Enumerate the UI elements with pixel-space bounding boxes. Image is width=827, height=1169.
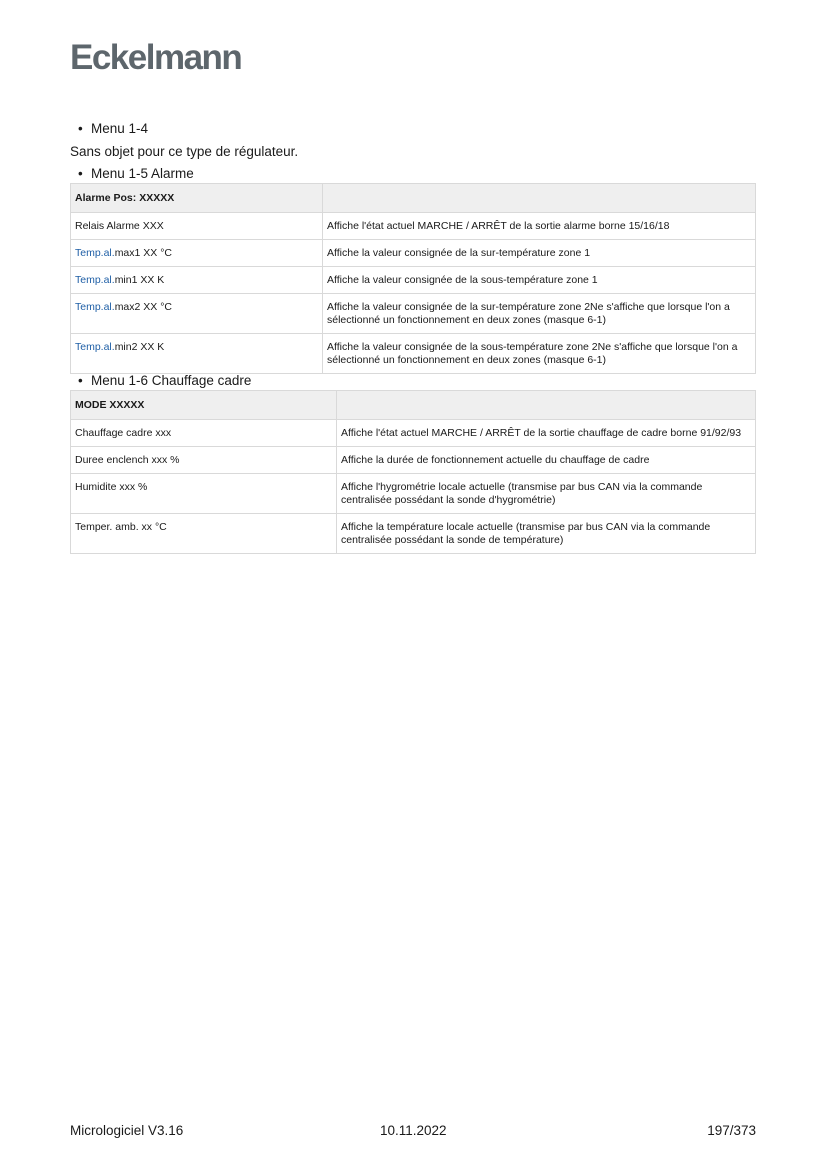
bullet-dot: •	[78, 373, 83, 388]
table-header-cell	[337, 391, 756, 420]
bullet-menu-1-6	[78, 373, 251, 389]
desc-cell: Affiche la valeur consignée de la sur-température zone 1	[323, 240, 756, 267]
bullet-dot: •	[78, 166, 83, 181]
desc-cell: Affiche l'état actuel MARCHE / ARRÊT de la sortie alarme borne 15/16/18	[323, 213, 756, 240]
desc-cell: Affiche la valeur consignée de la sous-température zone 2Ne s'affiche que lorsque l'on a sélectionné un fonctionnement en deux zones (masque 6-1)	[323, 334, 756, 374]
temp-al-link[interactable]: Temp.al.	[75, 274, 115, 286]
bullet-menu-1-5	[78, 166, 194, 182]
param-text: max2 XX °C	[114, 301, 172, 313]
footer-page-number: 197/373	[707, 1123, 756, 1138]
eckelmann-logo: Eckelmann	[70, 38, 242, 77]
table-row	[71, 240, 756, 267]
param-cell	[71, 240, 323, 267]
param-text: Relais Alarme XXX	[75, 220, 164, 232]
param-cell	[71, 213, 323, 240]
table-header-cell: Alarme Pos: XXXXX	[71, 184, 323, 213]
table-header-cell: MODE XXXXX	[71, 391, 337, 420]
temp-al-link[interactable]: Temp.al.	[75, 301, 115, 313]
table-header-row	[71, 391, 756, 420]
param-cell	[71, 334, 323, 374]
table-header-cell	[323, 184, 756, 213]
param-cell: Duree enclench xxx %	[71, 447, 337, 474]
desc-cell: Affiche la valeur consignée de la sous-température zone 1	[323, 267, 756, 294]
table-row	[71, 474, 756, 514]
bullet-label: Menu 1-4	[91, 121, 149, 136]
table-row	[71, 294, 756, 334]
bullet-menu-1-4	[78, 121, 148, 137]
bullet-label: Menu 1-5 Alarme	[91, 166, 194, 181]
param-cell: Humidite xxx %	[71, 474, 337, 514]
frame-heating-table	[70, 390, 756, 554]
param-cell: Chauffage cadre xxx	[71, 420, 337, 447]
table-row	[71, 267, 756, 294]
footer-date: 10.11.2022	[380, 1123, 447, 1138]
desc-cell: Affiche la température locale actuelle (transmise par bus CAN via la commande centralisée possédant la sonde de température)	[337, 514, 756, 554]
table-row	[71, 514, 756, 554]
desc-cell: Affiche l'hygrométrie locale actuelle (transmise par bus CAN via la commande centralisée possédant la sonde d'hygrométrie)	[337, 474, 756, 514]
table-row	[71, 334, 756, 374]
desc-cell: Affiche l'état actuel MARCHE / ARRÊT de la sortie chauffage de cadre borne 91/92/93	[337, 420, 756, 447]
param-cell	[71, 267, 323, 294]
alarm-table	[70, 183, 756, 374]
table-row	[71, 447, 756, 474]
bullet-dot: •	[78, 121, 83, 136]
table-row	[71, 213, 756, 240]
param-text: max1 XX °C	[114, 247, 172, 259]
desc-cell: Affiche la durée de fonctionnement actuelle du chauffage de cadre	[337, 447, 756, 474]
param-text: min2 XX K	[114, 341, 165, 353]
temp-al-link[interactable]: Temp.al.	[75, 247, 115, 259]
temp-al-link[interactable]: Temp.al.	[75, 341, 115, 353]
desc-cell: Affiche la valeur consignée de la sur-température zone 2Ne s'affiche que lorsque l'on a sélectionné un fonctionnement en deux zones (masque 6-1)	[323, 294, 756, 334]
param-cell	[71, 294, 323, 334]
menu-1-4-text: Sans objet pour ce type de régulateur.	[70, 144, 299, 159]
param-text: min1 XX K	[114, 274, 165, 286]
table-row	[71, 420, 756, 447]
bullet-label: Menu 1-6 Chauffage cadre	[91, 373, 252, 388]
table-header-row	[71, 184, 756, 213]
param-cell: Temper. amb. xx °C	[71, 514, 337, 554]
footer-firmware-version: Micrologiciel V3.16	[70, 1123, 184, 1138]
